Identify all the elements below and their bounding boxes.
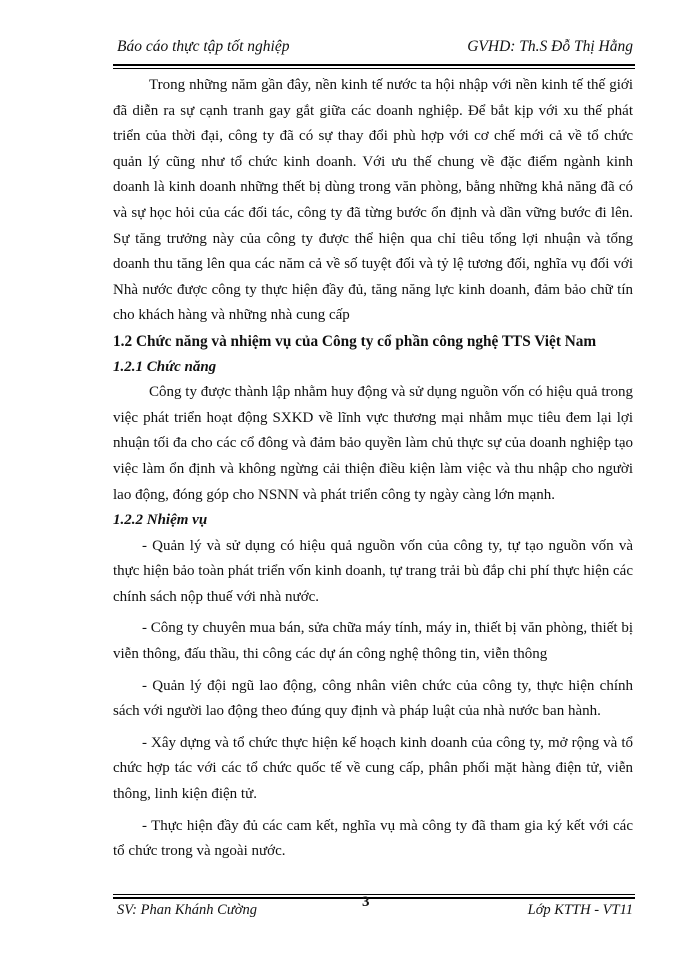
duty-item: - Xây dựng và tổ chức thực hiện kế hoạch kinh doanh của công ty, mở rộng và tổ chức hợp tác với các tổ chức quốc tế về cung cấp, phân phối mặt hàng điện tử, viễn thông, linh kiện điện tử. xyxy=(113,734,633,803)
page-body xyxy=(113,73,633,865)
page-header xyxy=(117,38,633,62)
page-number: 3 xyxy=(362,894,370,910)
header-rule xyxy=(113,64,635,69)
duty-item: - Quản lý và sử dụng có hiệu quả nguồn vốn của công ty, tự tạo nguồn vốn và thực hiện bảo toàn phát triển vốn kinh doanh, tự trang trải bù đắp chi phí thực hiện các chính sách nộp thuế với nhà nước. xyxy=(113,537,633,605)
footer-rule xyxy=(113,894,635,899)
duty-item: - Công ty chuyên mua bán, sửa chữa máy tính, máy in, thiết bị văn phòng, thiết bị viễn thông, đấu thầu, thi công các dự án công nghệ thông tin, viễn thông xyxy=(113,620,633,663)
intro-paragraph: Trong những năm gần đây, nền kinh tế nước ta hội nhập với nền kinh tế thế giới đã diễn ra sự cạnh tranh gay gắt giữa các doanh nghiệp. Để bắt kịp với xu thế phát triển của thời đại, công ty đã có sự thay đổi phù hợp với cơ chế mới cả về tổ chức quản lý cũng như tổ chức kinh doanh. Với ưu thế chung về đặc điểm ngành kinh doanh là kinh doanh những thết bị dùng trong văn phòng, bằng những khả năng đã có và sự học hỏi của các đối tác, công ty đã từng bước ổn định và dần vững bước đi lên. Sự tăng trưởng này của công ty được thể hiện qua chỉ tiêu tổng lợi nhuận và tổng doanh thu tăng lên qua các năm cả về số tuyệt đối và tỷ lệ tương đối, nghĩa vụ đối với Nhà nước được công ty thực hiện đầy đủ, tăng năng lực kinh doanh, đảm bảo chữ tín cho khách hàng và những nhà cung cấp xyxy=(113,77,633,324)
header-supervisor: GVHD: Th.S Đỗ Thị Hằng xyxy=(467,38,633,55)
footer-student: SV: Phan Khánh Cường xyxy=(117,902,257,918)
footer-class: Lớp KTTH - VT11 xyxy=(527,902,633,918)
header-report-title: Báo cáo thực tập tốt nghiệp xyxy=(117,38,290,55)
function-paragraph: Công ty được thành lập nhằm huy động và sử dụng nguồn vốn có hiệu quả trong việc phát triển hoạt động SXKD về lĩnh vực thương mại nhằm mục tiêu đem lại lợi nhuận tối đa cho các cổ đông và đảm bảo quyền làm chủ thực sự của doanh nghiệp tạo việc làm ổn định và không ngừng cải thiện điều kiện làm việc và thu nhập cho người lao động, đóng góp cho NSNN và phát triển công ty ngày càng lớn mạnh. xyxy=(113,384,633,503)
subheading-function: 1.2.1 Chức năng xyxy=(113,358,217,375)
duty-item: - Quản lý đội ngũ lao động, công nhân viên chức của công ty, thực hiện chính sách với người lao động theo đúng quy định và pháp luật của nhà nước ban hành. xyxy=(113,677,633,720)
duty-item: - Thực hiện đầy đủ các cam kết, nghĩa vụ mà công ty đã tham gia ký kết với các tổ chức trong và ngoài nước. xyxy=(113,817,633,860)
page-footer xyxy=(117,894,633,924)
section-heading: 1.2 Chức năng và nhiệm vụ của Công ty cổ phần công nghệ TTS Việt Nam xyxy=(113,332,597,350)
subheading-duties: 1.2.2 Nhiệm vụ xyxy=(113,512,208,529)
